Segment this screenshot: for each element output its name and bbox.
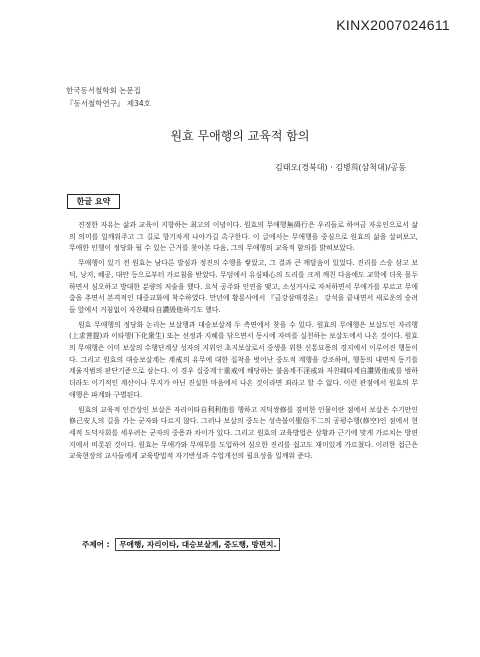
paper-authors: 김태오(경북대) · 김병희(삼척대)/공동 bbox=[275, 163, 406, 172]
abstract-heading: 한글 요약 bbox=[67, 194, 120, 209]
journal-issue: 『동서철학연구』 제34호 bbox=[66, 99, 151, 108]
abstract-paragraph-2: 무애행이 있기 전 원효는 남다른 발심과 정진의 수행을 쌓았고, 그 결과 큰 깨달음이 있었다. 진리를 스승 삼고 보덕, 낭지, 혜공, 대안 등으로부터 가르침을 받았다. 무덤에서 유심때心의 도리를 크게 깨친 다음에도 교학에 더욱 몰두하면서 심오하고 방대한 분량의 저술을 했다. 요석 공주와 인연을 맺고, 소성거사로 자처하면서 무애가를 부르고 무애춤을 추면서 본격적인 대중교화에 착수하였다. 만년에 황룡사에서 『금강삼매경론』 강석을 끝내면서 새로운의 승려들 앞에서 거침없이 자찬훼타自讚毁他하기도 했다. bbox=[69, 259, 418, 314]
abstract-paragraph-4: 원효의 교육적 인간상인 보살은 자리이타自利利他를 행하고 지덕쌍修를 겸비한 인물이란 점에서 보살은 수기안인修己安人의 길을 가는 군자와 다르지 않다. 그러나 보살의 중도는 성속불이聖俗不二의 공평수행(修空)인 점에서 현세적 도덕사회를 세우려는 군자의 중용과 차이가 있다. 그리고 원효의 교육방법은 상황과 근기에 맞게 가르치는 방편지에서 비롯된 것이다. 원효는 무애가와 무애무를 도입하여 심오한 진리를 쉽고도 재미있게 가르쳤다. 이러한 접근은 교육현장의 교사들에게 교육방법적 자기반성과 수업개선의 필요성을 일깨워 준다. bbox=[69, 405, 418, 461]
keywords-label: 주제어 : bbox=[82, 540, 110, 549]
keywords-list: 무애행, 자리이타, 대승보살계, 중도행, 방편지. bbox=[115, 538, 280, 551]
abstract-body bbox=[69, 220, 418, 466]
journal-society: 한국동서철학회 논문집 bbox=[66, 86, 141, 95]
document-id: KINX2007024611 bbox=[336, 17, 450, 33]
abstract-paragraph-1: 진정한 자유는 삶과 교육이 지향하는 최고의 이념이다. 원효의 무애행無碍行은 우리들로 하여금 자유인으로서 삶의 의미를 일깨워주고 그 길로 향기차게 나아가길 촉구한다. 이 글에서는 무애행을 중심으로 원효의 삶을 살펴보고, 무애한 인행이 정당화 될 수 있는 근거를 찾아본 다음, 그의 무애행의 교육적 함의를 밝혀보았다. bbox=[69, 221, 418, 253]
journal-info bbox=[66, 84, 151, 110]
abstract-paragraph-3: 원효 무애행의 정당화 논리는 보살행과 대승보살계 두 측면에서 찾을 수 있다. 원효의 무애행은 보살도인 자리행(上求菩提)과 이타행(下化衆生) 또는 선정과 지혜를 닦으면서 동시에 자비를 실천하는 보살도에서 나온 것이다. 원효의 무애행은 이미 보살의 수행단계상 성자의 지위인 초지보살로서 중생을 위한 신통묘용의 경지에서 이루어진 행동이다. 그리고 원효의 대승보살계는 계戒의 유무에 대한 집착을 벗어난 중도적 계행을 강조하며, 행동의 내면적 동기를 계율지범의 판단기준으로 삼는다. 이 경우 십중계十重戒에 해당하는 불음계不淫戒와 자찬훼타계自讚毁他戒를 범하더라도 이기적인 계산이나 무지가 아닌 진실한 마음에서 나온 것이라면 죄라고 할 수 없다. 이런 관점에서 원효의 무애행은 파계와 구별된다. bbox=[69, 320, 418, 399]
paper-title: 원효 무애행의 교육적 함의 bbox=[170, 129, 310, 143]
keywords bbox=[82, 539, 280, 550]
